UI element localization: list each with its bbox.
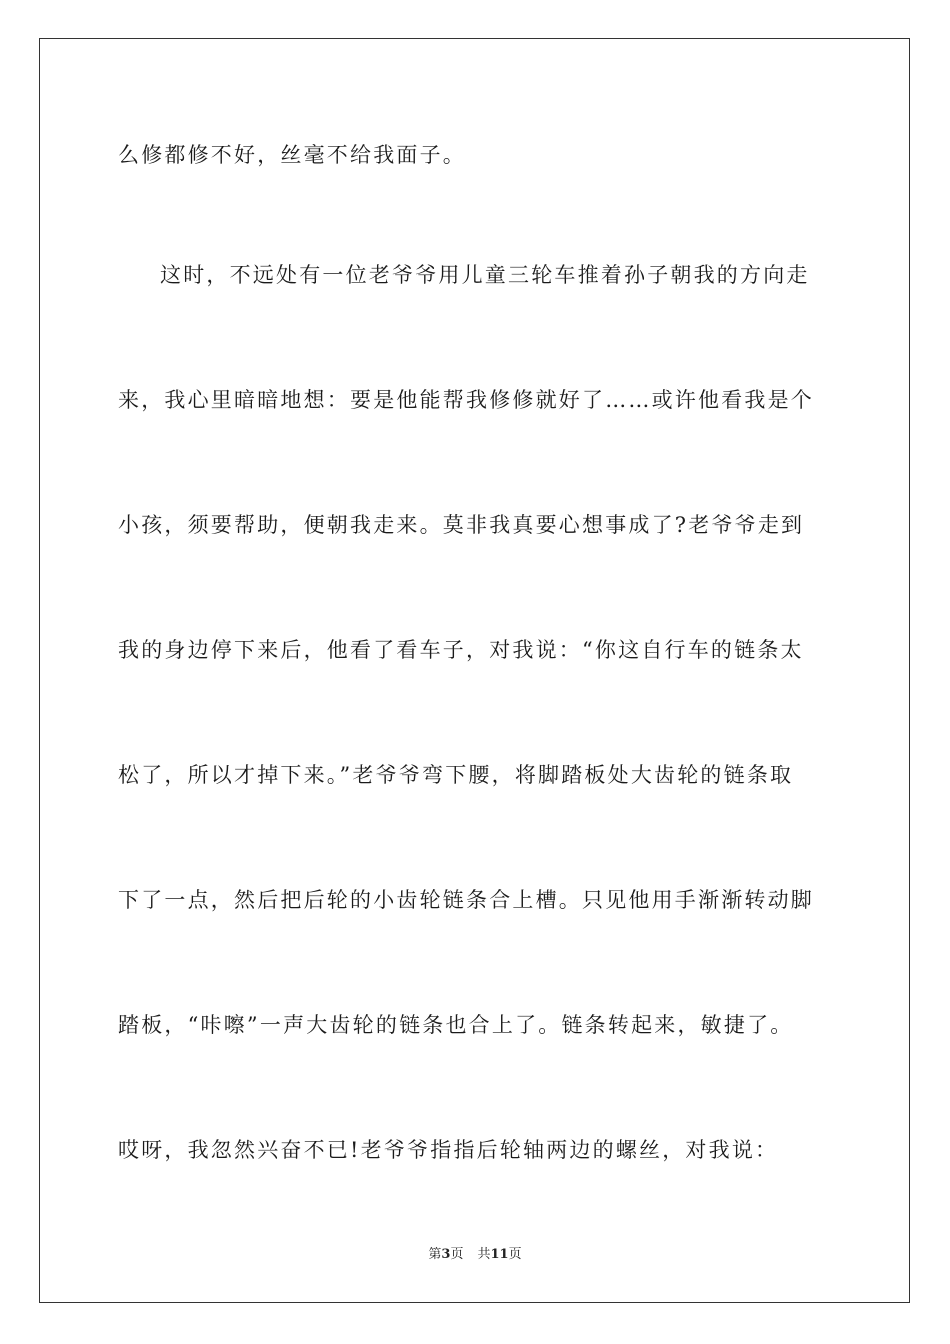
paragraph-line-8: 踏板，“咔嚓”一声大齿轮的链条也合上了。链条转起来，敏捷了。 <box>118 1013 794 1037</box>
footer-prefix: 第 <box>428 1247 442 1262</box>
total-page-number: 11 <box>490 1247 509 1262</box>
footer-page-word: 页 <box>450 1247 464 1262</box>
paragraph-line-6: 松了，所以才掉下来。”老爷爷弯下腰，将脚踏板处大齿轮的链条取 <box>118 763 794 787</box>
paragraph-line-5: 我的身边停下来后，他看了看车子，对我说：“你这自行车的链条太 <box>118 638 804 662</box>
current-page-number: 3 <box>441 1247 451 1262</box>
paragraph-line-2: 这时，不远处有一位老爷爷用儿童三轮车推着孙子朝我的方向走 <box>160 263 810 287</box>
page-footer <box>0 1246 950 1264</box>
paragraph-line-7: 下了一点，然后把后轮的小齿轮链条合上槽。只见他用手渐渐转动脚 <box>118 888 814 912</box>
footer-total-suffix: 页 <box>508 1247 522 1262</box>
footer-total-prefix: 共 <box>477 1247 491 1262</box>
page-border <box>39 38 910 1303</box>
paragraph-line-4: 小孩，须要帮助，便朝我走来。莫非我真要心想事成了?老爷爷走到 <box>118 513 805 537</box>
paragraph-line-3: 来，我心里暗暗地想：要是他能帮我修修就好了……或许他看我是个 <box>118 388 814 412</box>
paragraph-line-9: 哎呀，我忽然兴奋不已!老爷爷指指后轮轴两边的螺丝，对我说： <box>118 1138 779 1162</box>
paragraph-line-1: 么修都修不好，丝毫不给我面子。 <box>118 143 466 167</box>
